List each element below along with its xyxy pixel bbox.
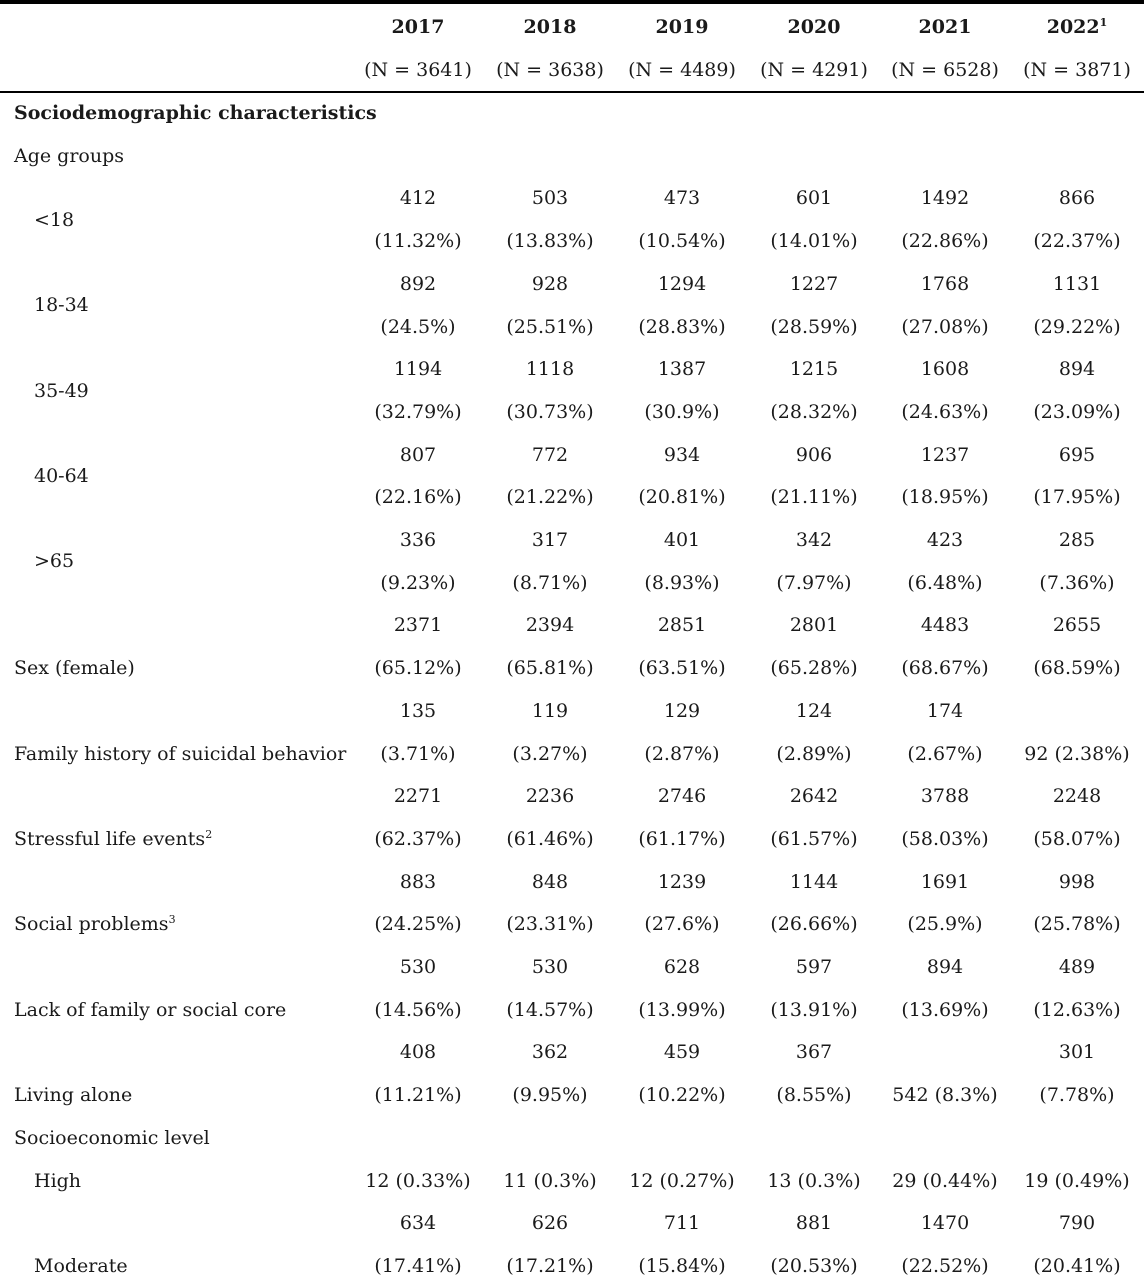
column-n-header: (N = 3871) bbox=[1023, 59, 1131, 81]
count-cell: 1144 bbox=[789, 870, 839, 893]
count-cell: 317 bbox=[531, 529, 569, 551]
percent-cell: (8.71%) bbox=[512, 571, 588, 594]
count-cell: 1215 bbox=[789, 358, 839, 381]
percent-cell: (20.53%) bbox=[770, 1254, 858, 1277]
percent-cell: (3.27%) bbox=[512, 742, 588, 765]
count-cell: 894 bbox=[926, 956, 964, 978]
percent-cell: (23.09%) bbox=[1033, 400, 1121, 423]
count-cell: 998 bbox=[1058, 870, 1096, 893]
percent-cell: (7.36%) bbox=[1039, 571, 1115, 594]
percent-cell: (24.25%) bbox=[374, 913, 462, 936]
footnote-marker: 1 bbox=[1099, 16, 1108, 29]
count-cell: 601 bbox=[795, 187, 833, 210]
count-cell: 342 bbox=[795, 529, 833, 551]
count-cell: 2655 bbox=[1052, 614, 1102, 637]
percent-cell: 92 (2.38%) bbox=[1024, 742, 1130, 765]
column-n-header: (N = 3641) bbox=[364, 59, 472, 81]
percent-cell: (17.95%) bbox=[1033, 486, 1121, 509]
column-n-header: (N = 4489) bbox=[628, 59, 736, 81]
percent-cell: (14.56%) bbox=[374, 998, 462, 1021]
count-cell: 1237 bbox=[920, 443, 970, 466]
count-cell: 1239 bbox=[657, 870, 707, 893]
count-cell: 2271 bbox=[393, 785, 443, 808]
count-cell: 301 bbox=[1058, 1041, 1096, 1064]
percent-cell: (2.89%) bbox=[776, 742, 852, 765]
row-label: <18 bbox=[34, 208, 75, 231]
percent-cell: (65.28%) bbox=[770, 657, 858, 680]
percent-cell: (13.91%) bbox=[770, 998, 858, 1021]
count-cell: 362 bbox=[531, 1041, 569, 1064]
percent-cell: (21.22%) bbox=[506, 486, 594, 509]
count-cell: 1768 bbox=[920, 272, 970, 295]
count-cell: 124 bbox=[795, 699, 833, 722]
count-cell: 2746 bbox=[657, 785, 707, 808]
percent-cell: (62.37%) bbox=[374, 827, 462, 850]
count-cell: 3788 bbox=[920, 785, 970, 808]
count-cell: 174 bbox=[926, 699, 964, 722]
count-cell: 503 bbox=[531, 187, 569, 210]
count-cell: 336 bbox=[399, 529, 437, 551]
percent-cell: (13.69%) bbox=[901, 998, 989, 1021]
percent-cell: (14.01%) bbox=[770, 230, 858, 253]
percent-cell: (9.95%) bbox=[512, 1084, 588, 1107]
count-cell: 1387 bbox=[657, 358, 707, 381]
row-label: Lack of family or social core bbox=[14, 998, 287, 1021]
count-cell: 866 bbox=[1058, 187, 1096, 210]
count-cell: 473 bbox=[663, 187, 701, 210]
count-cell: 423 bbox=[926, 529, 964, 551]
value-cell: 13 (0.3%) bbox=[767, 1169, 861, 1192]
count-cell: 883 bbox=[399, 870, 437, 893]
count-cell: 928 bbox=[531, 272, 569, 295]
count-cell: 119 bbox=[531, 699, 569, 722]
count-cell: 906 bbox=[795, 443, 833, 466]
row-group-label: Socioeconomic level bbox=[14, 1126, 210, 1149]
row-label: Stressful life events$^2$ bbox=[14, 827, 213, 850]
row-label: High bbox=[34, 1169, 82, 1192]
count-cell: 2394 bbox=[525, 614, 575, 637]
count-cell: 2371 bbox=[393, 614, 443, 637]
percent-cell: (61.57%) bbox=[770, 827, 858, 850]
count-cell: 2801 bbox=[789, 614, 839, 637]
percent-cell: (2.87%) bbox=[644, 742, 720, 765]
percent-cell: (13.83%) bbox=[506, 230, 594, 253]
count-cell: 892 bbox=[399, 272, 437, 295]
percent-cell: (63.51%) bbox=[638, 657, 726, 680]
percent-cell: (23.31%) bbox=[506, 913, 594, 936]
column-year-header: 2019 bbox=[655, 16, 709, 38]
percent-cell: (61.46%) bbox=[506, 827, 594, 850]
column-n-header: (N = 6528) bbox=[891, 59, 999, 81]
column-year-header: 2021 bbox=[918, 16, 972, 38]
count-cell: 530 bbox=[399, 956, 437, 978]
value-cell: 11 (0.3%) bbox=[503, 1169, 597, 1192]
percent-cell: (12.63%) bbox=[1033, 998, 1121, 1021]
percent-cell: (10.54%) bbox=[638, 230, 726, 253]
column-year-header: 2022$^1$ bbox=[1046, 16, 1108, 38]
value-cell: 29 (0.44%) bbox=[892, 1169, 998, 1192]
value-cell: 12 (0.27%) bbox=[629, 1169, 735, 1192]
percent-cell: (11.32%) bbox=[374, 230, 462, 253]
percent-cell: (8.93%) bbox=[644, 571, 720, 594]
count-cell: 848 bbox=[531, 870, 569, 893]
count-cell: 2642 bbox=[789, 785, 839, 808]
percent-cell: (25.9%) bbox=[907, 913, 983, 936]
count-cell: 129 bbox=[663, 699, 701, 722]
percent-cell: (58.03%) bbox=[901, 827, 989, 850]
percent-cell: (13.99%) bbox=[638, 998, 726, 1021]
percent-cell: (7.97%) bbox=[776, 571, 852, 594]
percent-cell: (24.63%) bbox=[901, 400, 989, 423]
count-cell: 2248 bbox=[1052, 785, 1102, 808]
percent-cell: (18.95%) bbox=[901, 486, 989, 509]
value-cell: 12 (0.33%) bbox=[365, 1169, 471, 1192]
count-cell: 367 bbox=[795, 1041, 833, 1064]
percent-cell: (6.48%) bbox=[907, 571, 983, 594]
percent-cell: (21.11%) bbox=[770, 486, 858, 509]
percent-cell: (9.23%) bbox=[380, 571, 456, 594]
count-cell: 1194 bbox=[393, 358, 443, 381]
count-cell: 135 bbox=[399, 699, 437, 722]
percent-cell: (22.16%) bbox=[374, 486, 462, 509]
percent-cell: (20.81%) bbox=[638, 486, 726, 509]
count-cell: 634 bbox=[399, 1212, 437, 1235]
count-cell: 4483 bbox=[920, 614, 970, 637]
percent-cell: (65.81%) bbox=[506, 657, 594, 680]
section-title: Sociodemographic characteristics bbox=[14, 102, 377, 124]
percent-cell: (22.86%) bbox=[901, 230, 989, 253]
count-cell: 530 bbox=[531, 956, 569, 978]
percent-cell: (24.5%) bbox=[380, 315, 456, 338]
count-cell: 285 bbox=[1058, 529, 1096, 551]
count-cell: 790 bbox=[1058, 1212, 1096, 1235]
percent-cell: (14.57%) bbox=[506, 998, 594, 1021]
percent-cell: (7.78%) bbox=[1039, 1084, 1115, 1107]
count-cell: 597 bbox=[795, 956, 833, 978]
count-cell: 934 bbox=[663, 443, 701, 466]
row-label: Family history of suicidal behavior bbox=[14, 742, 347, 765]
count-cell: 1608 bbox=[920, 358, 970, 381]
percent-cell: (11.21%) bbox=[374, 1084, 462, 1107]
percent-cell: (68.59%) bbox=[1033, 657, 1121, 680]
count-cell: 408 bbox=[399, 1041, 437, 1064]
count-cell: 1131 bbox=[1052, 272, 1102, 295]
count-cell: 628 bbox=[663, 956, 701, 978]
column-n-header: (N = 4291) bbox=[760, 59, 868, 81]
percent-cell: (15.84%) bbox=[638, 1254, 726, 1277]
column-year-header: 2017 bbox=[391, 16, 445, 38]
percent-cell: (65.12%) bbox=[374, 657, 462, 680]
row-label: >65 bbox=[34, 550, 75, 573]
percent-cell: (29.22%) bbox=[1033, 315, 1121, 338]
count-cell: 401 bbox=[663, 529, 701, 551]
percent-cell: (27.6%) bbox=[644, 913, 720, 936]
header-rule bbox=[0, 91, 1144, 93]
percent-cell: (2.67%) bbox=[907, 742, 983, 765]
column-year-header: 2020 bbox=[787, 16, 841, 38]
count-cell: 1691 bbox=[920, 870, 970, 893]
footnote-marker: 2 bbox=[205, 827, 213, 841]
percent-cell: (28.83%) bbox=[638, 315, 726, 338]
row-label: Moderate bbox=[34, 1254, 128, 1277]
percent-cell: 542 (8.3%) bbox=[892, 1084, 998, 1107]
percent-cell: (17.41%) bbox=[374, 1254, 462, 1277]
percent-cell: (22.37%) bbox=[1033, 230, 1121, 253]
percent-cell: (8.55%) bbox=[776, 1084, 852, 1107]
count-cell: 412 bbox=[399, 187, 437, 210]
percent-cell: (32.79%) bbox=[374, 400, 462, 423]
percent-cell: (27.08%) bbox=[901, 315, 989, 338]
percent-cell: (25.78%) bbox=[1033, 913, 1121, 936]
row-label: 40-64 bbox=[34, 464, 89, 487]
count-cell: 894 bbox=[1058, 358, 1096, 381]
percent-cell: (28.59%) bbox=[770, 315, 858, 338]
count-cell: 626 bbox=[531, 1212, 569, 1235]
percent-cell: (20.41%) bbox=[1033, 1254, 1121, 1277]
footnote-marker: 3 bbox=[168, 913, 176, 927]
count-cell: 695 bbox=[1058, 443, 1096, 466]
count-cell: 459 bbox=[663, 1041, 701, 1064]
percent-cell: (17.21%) bbox=[506, 1254, 594, 1277]
count-cell: 1227 bbox=[789, 272, 839, 295]
percent-cell: (10.22%) bbox=[638, 1084, 726, 1107]
percent-cell: (61.17%) bbox=[638, 827, 726, 850]
percent-cell: (28.32%) bbox=[770, 400, 858, 423]
percent-cell: (68.67%) bbox=[901, 657, 989, 680]
count-cell: 2236 bbox=[525, 785, 575, 808]
count-cell: 1492 bbox=[920, 187, 970, 210]
row-group-label: Age groups bbox=[14, 144, 125, 167]
count-cell: 1294 bbox=[657, 272, 707, 295]
count-cell: 1470 bbox=[920, 1212, 970, 1235]
count-cell: 489 bbox=[1058, 956, 1096, 978]
count-cell: 881 bbox=[795, 1212, 833, 1235]
percent-cell: (30.73%) bbox=[506, 400, 594, 423]
row-label: Living alone bbox=[14, 1084, 133, 1107]
count-cell: 711 bbox=[663, 1212, 701, 1235]
table-top-rule bbox=[0, 0, 1144, 4]
percent-cell: (22.52%) bbox=[901, 1254, 989, 1277]
count-cell: 807 bbox=[399, 443, 437, 466]
row-label: Sex (female) bbox=[14, 657, 135, 680]
value-cell: 19 (0.49%) bbox=[1024, 1169, 1130, 1192]
column-year-header: 2018 bbox=[523, 16, 577, 38]
percent-cell: (30.9%) bbox=[644, 400, 720, 423]
row-label: 35-49 bbox=[34, 379, 89, 402]
percent-cell: (58.07%) bbox=[1033, 827, 1121, 850]
percent-cell: (3.71%) bbox=[380, 742, 456, 765]
count-cell: 772 bbox=[531, 443, 569, 466]
row-label: Social problems$^3$ bbox=[14, 913, 176, 936]
count-cell: 1118 bbox=[525, 358, 575, 381]
count-cell: 2851 bbox=[657, 614, 707, 637]
column-n-header: (N = 3638) bbox=[496, 59, 604, 81]
percent-cell: (26.66%) bbox=[770, 913, 858, 936]
percent-cell: (25.51%) bbox=[506, 315, 594, 338]
row-label: 18-34 bbox=[34, 294, 89, 317]
